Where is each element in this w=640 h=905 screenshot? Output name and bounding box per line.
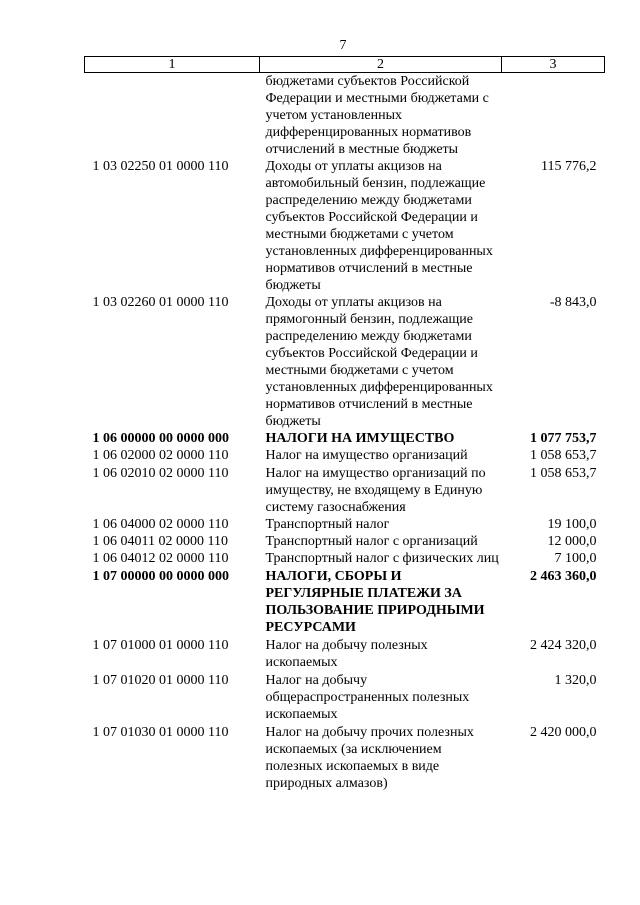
row-code: 1 07 01020 01 0000 110	[92, 673, 229, 688]
row-code: 1 06 02000 02 0000 110	[92, 448, 229, 463]
row-name: Налог на добычу общераспространенных полезных ископаемых	[265, 673, 470, 722]
row-name: Транспортный налог	[265, 517, 390, 532]
row-amount: 1 077 753,7	[530, 431, 597, 446]
table-row	[85, 550, 605, 567]
row-code: 1 07 00000 00 0000 000	[92, 569, 229, 584]
row-name: Доходы от уплаты акцизов на прямогонный бензин, подлежащие распределению между бюджетами субъектов Российской Федерации и местными бюджетами с учетом установленных дифференцированных нормативов отчислений в местные бюджеты	[265, 295, 493, 429]
table-row-section	[85, 567, 605, 636]
row-name: Доходы от уплаты акцизов на автомобильный бензин, подлежащие распределению между бюджетами субъектов Российской Федерации и местными бюджетами с учетом установленных дифференцированных нормативов отчислений в местные бюджеты	[265, 159, 493, 293]
page-number: 7	[339, 38, 347, 53]
table-row	[85, 516, 605, 533]
row-code: 1 06 04012 02 0000 110	[92, 551, 229, 566]
column-header-amount: 3	[502, 57, 605, 73]
continuation-row	[85, 73, 605, 159]
row-name: Налог на имущество организаций по имуществу, не входящему в Единую систему газоснабжения	[265, 466, 486, 515]
row-code: 1 06 00000 00 0000 000	[92, 431, 229, 446]
table-row	[85, 464, 605, 516]
column-header-code: 1	[85, 57, 260, 73]
row-amount: -8 843,0	[549, 295, 597, 310]
table-row	[85, 671, 605, 723]
row-amount: 1 320,0	[554, 673, 597, 688]
row-code: 1 03 02250 01 0000 110	[92, 159, 229, 174]
row-name: НАЛОГИ НА ИМУЩЕСТВО	[265, 431, 455, 446]
table-row	[85, 723, 605, 792]
row-amount: 1 058 653,7	[530, 466, 597, 481]
row-code: 1 07 01030 01 0000 110	[92, 725, 229, 740]
row-amount: 2 420 000,0	[530, 725, 597, 740]
row-code: 1 06 04011 02 0000 110	[92, 534, 228, 549]
row-code: 1 03 02260 01 0000 110	[92, 295, 229, 310]
row-amount: 12 000,0	[547, 534, 597, 549]
column-header-name: 2	[260, 57, 502, 73]
row-amount: 2 463 360,0	[530, 569, 597, 584]
row-name: Транспортный налог с физических лиц	[265, 551, 499, 566]
row-amount: 7 100,0	[554, 551, 597, 566]
row-amount: 19 100,0	[547, 517, 597, 532]
row-name: Налог на добычу полезных ископаемых	[265, 638, 428, 670]
table-header-row	[85, 57, 605, 73]
continuation-text: бюджетами субъектов Российской Федерации и местными бюджетами с учетом установленных дифференцированных нормативов отчислений в местные бюджеты	[265, 74, 489, 157]
row-amount: 1 058 653,7	[530, 448, 597, 463]
table-row	[85, 294, 605, 430]
table-row	[85, 158, 605, 294]
row-name: Налог на имущество организаций	[265, 448, 468, 463]
row-amount: 2 424 320,0	[530, 638, 597, 653]
row-name: НАЛОГИ, СБОРЫ И РЕГУЛЯРНЫЕ ПЛАТЕЖИ ЗА ПОЛЬЗОВАНИЕ ПРИРОДНЫМИ РЕСУРСАМИ	[265, 569, 485, 635]
row-code: 1 06 02010 02 0000 110	[92, 466, 229, 481]
table-row	[85, 533, 605, 550]
budget-revenue-table	[84, 56, 605, 792]
row-name: Налог на добычу прочих полезных ископаемых (за исключением полезных ископаемых в виде природных алмазов)	[265, 725, 474, 791]
table-row	[85, 636, 605, 671]
row-amount: 115 776,2	[541, 159, 597, 174]
row-code: 1 07 01000 01 0000 110	[92, 638, 229, 653]
row-code: 1 06 04000 02 0000 110	[92, 517, 229, 532]
row-name: Транспортный налог с организаций	[265, 534, 478, 549]
table-row-section	[85, 430, 605, 447]
table-row	[85, 447, 605, 464]
